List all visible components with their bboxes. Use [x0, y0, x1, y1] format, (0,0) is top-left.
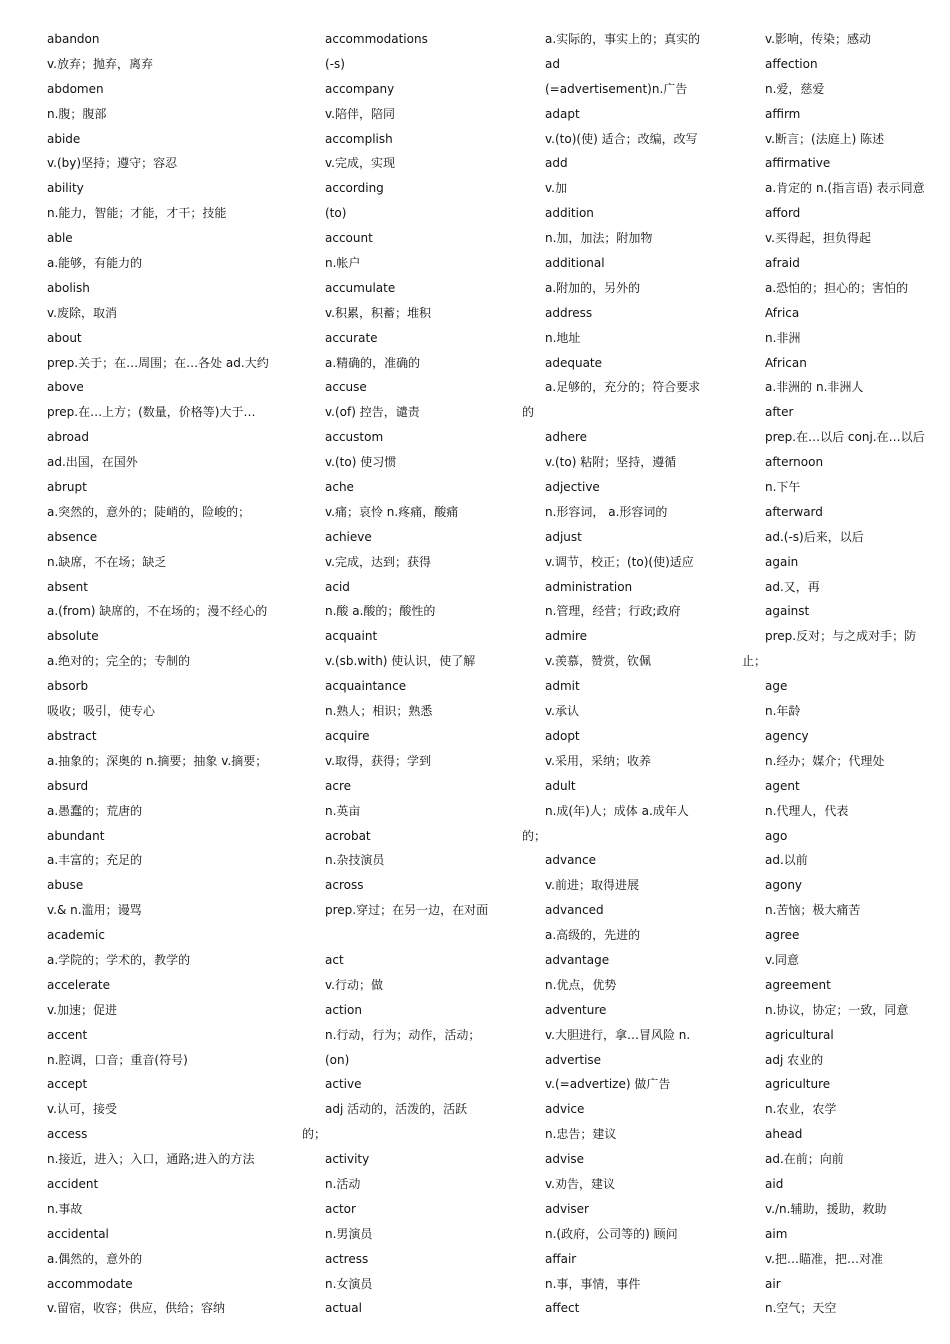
- definition-line: v.加速；促进: [47, 1002, 117, 1017]
- entry-line: accept: [47, 1077, 88, 1092]
- entry-line: n.忠告；建议: [545, 1127, 617, 1142]
- entry-line: abide: [47, 131, 81, 146]
- entry-line: agriculture: [765, 1077, 831, 1092]
- entry-line: n.男演员: [325, 1226, 373, 1241]
- definition-line: v.取得，获得；学到: [325, 753, 431, 768]
- entry-line: acquaint: [325, 629, 378, 644]
- entry-line: n.非洲: [765, 330, 801, 345]
- entry-line: adjust: [545, 529, 582, 544]
- definition-line: action: [325, 1002, 362, 1017]
- definition-line: a.愚蠢的；荒唐的: [47, 803, 143, 818]
- definition-line: affirm: [765, 106, 801, 121]
- column-2: [302, 27, 525, 1321]
- entry-line: admit: [545, 679, 580, 694]
- definition-line: affection: [765, 56, 818, 71]
- definition-line: a.抽象的；深奥的 n.摘要；抽象 v.摘要；: [47, 753, 268, 768]
- definition-line: advise: [545, 1152, 585, 1167]
- entry-line: absence: [47, 529, 98, 544]
- entry-line: adult: [545, 778, 576, 793]
- definition-line: a.学院的；学术的，教学的: [47, 952, 191, 967]
- definition-line: adequate: [545, 355, 603, 370]
- definition-line: n.接近，进入；入口，通路;进入的方法: [47, 1152, 255, 1167]
- definition-line: n.腔调，口音；重音(符号): [47, 1052, 188, 1067]
- definition-line: n.腹；腹部: [47, 106, 107, 121]
- entry-line: acrobat: [325, 828, 371, 843]
- entry-line: a.实际的，事实上的；真实的: [545, 32, 701, 46]
- definition-line: addition: [545, 206, 594, 221]
- definition-line: n.成(年)人；成体 a.成年人: [545, 803, 689, 818]
- definition-line: n.酸 a.酸的；酸性的: [325, 604, 436, 619]
- definition-line: adventure: [545, 1002, 607, 1017]
- entry-line: agreement: [765, 977, 831, 992]
- definition-line: actor: [325, 1201, 356, 1216]
- definition-line: n.形容词， a.形容词的: [545, 504, 668, 519]
- entry-line: acid: [325, 579, 350, 594]
- entry-line: absent: [47, 579, 88, 594]
- entry-line: v.劝告，建议: [545, 1176, 615, 1191]
- definition-line: actress: [325, 1251, 369, 1266]
- definition-line: adj 活动的，活泼的，活跃: [325, 1102, 468, 1117]
- entry-line: adopt: [545, 728, 580, 743]
- entry-line: ad.(-s)后来，以后: [765, 529, 864, 544]
- entry-line: adhere: [545, 430, 588, 445]
- definition-line: again: [765, 554, 799, 569]
- entry-line: v.(=advertize) 做广告: [545, 1077, 671, 1092]
- entry-line: admire: [545, 629, 588, 644]
- entry-line: v.行动；做: [325, 977, 383, 992]
- definition-line: n.缺席，不在场；缺乏: [47, 554, 167, 569]
- definition-line: a.绝对的；完全的；专制的: [47, 654, 191, 669]
- entry-line: n.行动，行为；动作，活动；: [325, 1027, 481, 1042]
- definition-line: 的: [522, 405, 535, 420]
- entry-line: n.加，加法；附加物: [545, 231, 653, 246]
- definition-line: n.管理，经营；行政;政府: [545, 604, 681, 619]
- entry-line: accident: [47, 1176, 99, 1191]
- definition-line: advantage: [545, 952, 610, 967]
- entry-line: acquire: [325, 728, 370, 743]
- entry-line: absurd: [47, 778, 89, 793]
- definition-line: afford: [765, 206, 801, 221]
- entry-line: accompany: [325, 81, 395, 96]
- definition-line: v.痛；哀怜 n.疼痛，酸痛: [325, 504, 459, 519]
- entry-line: account: [325, 231, 373, 246]
- definition-line: against: [765, 604, 810, 619]
- definition-line: a.突然的，意外的；陡峭的，险峻的；: [47, 504, 251, 519]
- entry-line: accommodate: [47, 1276, 133, 1291]
- definition-line: advice: [545, 1102, 585, 1117]
- entry-line: across: [325, 878, 364, 893]
- definition-line: African: [765, 355, 807, 370]
- definition-line: n.年龄: [765, 704, 801, 719]
- definition-line: v.(sb.with) 使认识，使了解: [325, 654, 476, 669]
- definition-line: n.代理人，代表: [765, 803, 849, 818]
- entry-line: [325, 923, 525, 948]
- entry-line: achieve: [325, 529, 372, 544]
- entry-line: abuse: [47, 878, 84, 893]
- entry-line: n.女演员: [325, 1276, 373, 1291]
- entry-line: according: [325, 181, 384, 196]
- definition-line: v.(by)坚持；遵守；容忍: [47, 156, 178, 171]
- definition-line: prep.关于；在…周围；在…各处 ad.大约: [47, 355, 269, 370]
- entry-line: agree: [765, 928, 800, 943]
- entry-line: accurate: [325, 330, 378, 345]
- definition-line: v.& n.滥用；谩骂: [47, 903, 142, 918]
- definition-line: (on): [325, 1052, 350, 1067]
- entry-line: absorb: [47, 679, 89, 694]
- definition-line: afterward: [765, 504, 823, 519]
- definition-line: n.帐户: [325, 256, 361, 271]
- entry-line: abroad: [47, 430, 89, 445]
- column-4: [742, 27, 940, 1321]
- column-3: [522, 27, 745, 1321]
- entry-line: access: [47, 1127, 88, 1142]
- definition-line: n.事故: [47, 1201, 83, 1216]
- definition-line: v.完成，达到；获得: [325, 554, 431, 569]
- entry-line: v.买得起，担负得起: [765, 231, 871, 246]
- definition-line: v.同意: [765, 952, 799, 967]
- definition-line: v.积累，积蓄；堆积: [325, 305, 431, 320]
- entry-line: a.肯定的 n.(指言语) 表示同意: [765, 181, 925, 196]
- entry-line: ability: [47, 181, 84, 196]
- definition-line: v.采用，采纳；收养: [545, 753, 651, 768]
- definition-line: advanced: [545, 903, 604, 918]
- entry-line: prep.在…以后 conj.在…以后: [765, 430, 925, 445]
- entry-line: agony: [765, 878, 803, 893]
- entry-line: able: [47, 231, 73, 246]
- definition-line: additional: [545, 256, 605, 271]
- entry-line: 的；: [522, 828, 547, 843]
- entry-line: n.爱，慈爱: [765, 81, 825, 96]
- entry-line: prep.反对；与之成对手；防: [765, 629, 917, 644]
- entry-line: above: [47, 380, 84, 395]
- entry-line: accomplish: [325, 131, 393, 146]
- entry-line: a.附加的，另外的: [545, 280, 641, 295]
- definition-line: v.认可，接受: [47, 1102, 117, 1117]
- definition-line: 止；: [742, 654, 767, 669]
- entry-line: accommodations: [325, 32, 428, 46]
- definition-line: ad.以前: [765, 853, 808, 868]
- entry-line: acre: [325, 778, 352, 793]
- entry-line: a.高级的，先进的: [545, 928, 641, 943]
- entry-line: ahead: [765, 1127, 803, 1142]
- definition-line: v.羡慕，赞赏，钦佩: [545, 654, 651, 669]
- definition-line: n.经办；媒介；代理处: [765, 753, 885, 768]
- definition-line: address: [545, 305, 593, 320]
- definition-line: n.空气；天空: [765, 1301, 837, 1316]
- entry-line: agricultural: [765, 1027, 834, 1042]
- definition-line: n.农业，农学: [765, 1102, 837, 1117]
- definition-line: v.废除，取消: [47, 305, 117, 320]
- definition-line: a.能够，有能力的: [47, 256, 143, 271]
- entry-line: accidental: [47, 1226, 109, 1241]
- entry-line: 的；: [302, 1127, 327, 1142]
- entry-line: abandon: [47, 32, 100, 46]
- entry-line: agent: [765, 778, 800, 793]
- entry-line: (=advertisement)n.广告: [545, 81, 688, 96]
- definition-line: act: [325, 952, 344, 967]
- definition-line: affair: [545, 1251, 577, 1266]
- definition-line: v.把…瞄准，把…对准: [765, 1251, 883, 1266]
- entry-line: age: [765, 679, 788, 694]
- entry-line: accelerate: [47, 977, 111, 992]
- entry-line: n.事，事情，事件: [545, 1276, 641, 1291]
- entry-line: a.恐怕的；担心的；害怕的: [765, 280, 909, 295]
- column-1: [47, 27, 302, 1321]
- entry-line: n.活动: [325, 1176, 361, 1191]
- entry-line: v.影响，传染；感动: [765, 32, 871, 46]
- definition-line: a.丰富的；充足的: [47, 853, 143, 868]
- entry-line: abolish: [47, 280, 90, 295]
- entry-line: v.(to)(使) 适合；改编，改写: [545, 131, 698, 146]
- definition-line: n.协议，协定；一致，同意: [765, 1002, 909, 1017]
- definition-line: activity: [325, 1152, 370, 1167]
- definition-line: adj 农业的: [765, 1052, 824, 1067]
- definition-line: v.完成，实现: [325, 156, 395, 171]
- entry-line: air: [765, 1276, 781, 1291]
- entry-line: absolute: [47, 629, 99, 644]
- definition-line: a.偶然的，意外的: [47, 1251, 143, 1266]
- entry-line: ache: [325, 480, 354, 495]
- entry-line: accuse: [325, 380, 367, 395]
- definition-line: v.留宿，收容；供应，供给；容纳: [47, 1301, 225, 1316]
- entry-line: ago: [765, 828, 788, 843]
- entry-line: administration: [545, 579, 633, 594]
- entry-line: accumulate: [325, 280, 396, 295]
- entry-line: v.加: [545, 181, 567, 196]
- entry-line: accustom: [325, 430, 384, 445]
- entry-line: n.下午: [765, 480, 801, 495]
- definition-line: afraid: [765, 256, 800, 271]
- definition-line: a.(from) 缺席的，不在场的；漫不经心的: [47, 604, 268, 619]
- definition-line: (to): [325, 206, 347, 221]
- definition-line: v.(of) 控告，谴责: [325, 405, 420, 420]
- definition-line: advance: [545, 853, 597, 868]
- definition-line: v.(to) 使习惯: [325, 455, 397, 470]
- definition-line: adapt: [545, 106, 580, 121]
- definition-line: Africa: [765, 305, 800, 320]
- entry-line: a.非洲的 n.非洲人: [765, 380, 864, 395]
- entry-line: active: [325, 1077, 362, 1092]
- entry-line: v.前进；取得进展: [545, 878, 639, 893]
- definition-line: affect: [545, 1301, 580, 1316]
- definition-line: n.杂技演员: [325, 853, 385, 868]
- definition-line: prep.在…上方；(数量，价格等)大于…: [47, 405, 256, 420]
- definition-line: v.放弃；抛弃，离弃: [47, 56, 153, 71]
- entry-line: n.优点，优势: [545, 977, 617, 992]
- entry-line: n.地址: [545, 330, 581, 345]
- entry-line: adjective: [545, 480, 600, 495]
- definition-line: a.精确的，准确的: [325, 355, 421, 370]
- definition-line: v.(to) 粘附；坚持，遵循: [545, 455, 677, 470]
- definition-line: affirmative: [765, 156, 831, 171]
- definition-line: 吸收；吸引，使专心: [47, 704, 156, 719]
- definition-line: actual: [325, 1301, 362, 1316]
- entry-line: accent: [47, 1027, 88, 1042]
- entry-line: about: [47, 330, 82, 345]
- entry-line: acquaintance: [325, 679, 407, 694]
- entry-line: agency: [765, 728, 809, 743]
- definition-line: n.英亩: [325, 803, 361, 818]
- definition-line: n.能力，智能；才能，才干；技能: [47, 206, 227, 221]
- definition-line: ad.出国，在国外: [47, 455, 138, 470]
- definition-line: v.陪伴，陪同: [325, 106, 395, 121]
- definition-line: advertise: [545, 1052, 602, 1067]
- entry-line: v.断言；(法庭上) 陈述: [765, 131, 885, 146]
- entry-line: academic: [47, 928, 105, 943]
- definition-line: n.苦恼；极大痛苦: [765, 903, 861, 918]
- entry-line: a.足够的，充分的；符合要求: [545, 380, 701, 395]
- entry-line: aim: [765, 1226, 788, 1241]
- entry-line: abundant: [47, 828, 105, 843]
- entry-line: v.大胆进行，拿…冒风险 n.: [545, 1027, 691, 1042]
- entry-line: aid: [765, 1176, 784, 1191]
- definition-line: add: [545, 156, 568, 171]
- definition-line: ad.在前；向前: [765, 1152, 844, 1167]
- definition-line: v.调节，校正；(to)(使)适应: [545, 554, 694, 569]
- definition-line: afternoon: [765, 455, 824, 470]
- entry-line: n.(政府，公司等的) 顾问: [545, 1226, 678, 1241]
- definition-line: ad: [545, 56, 560, 71]
- entry-line: ad.又，再: [765, 579, 820, 594]
- definition-line: v.承认: [545, 704, 579, 719]
- definition-line: (-s): [325, 56, 345, 71]
- entry-line: abstract: [47, 728, 97, 743]
- definition-line: after: [765, 405, 794, 420]
- definition-line: adviser: [545, 1201, 589, 1216]
- definition-line: n.熟人；相识；熟悉: [325, 704, 433, 719]
- definition-line: v./n.辅助，援助，救助: [765, 1201, 887, 1216]
- entry-line: abdomen: [47, 81, 104, 96]
- entry-line: abrupt: [47, 480, 87, 495]
- definition-line: prep.穿过；在另一边，在对面: [325, 903, 489, 918]
